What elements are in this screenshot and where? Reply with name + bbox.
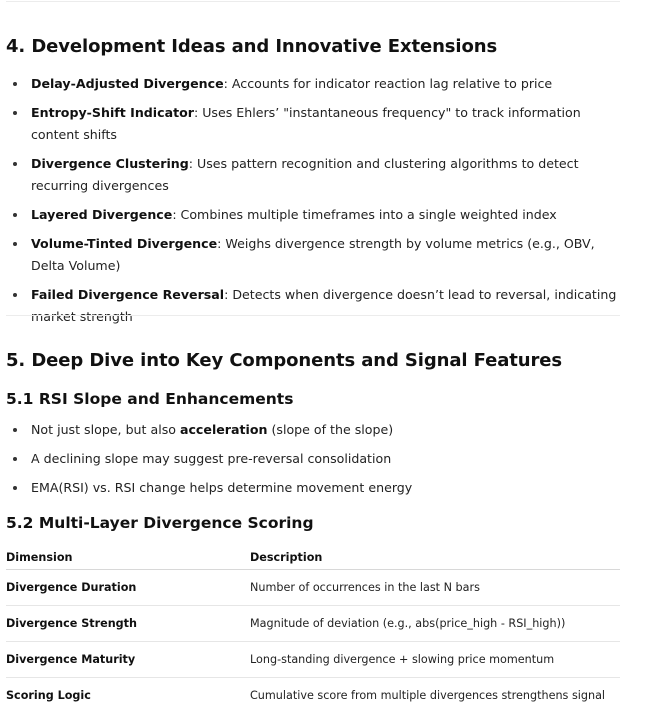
table-header-row — [6, 545, 620, 570]
description-cell: Cumulative score from multiple divergences strengthens signal — [250, 678, 620, 714]
item-text: EMA(RSI) vs. RSI change helps determine movement energy — [31, 480, 413, 495]
list-item — [6, 204, 620, 226]
table-row — [6, 606, 620, 642]
item-desc: : Uses pattern recognition and clustering algorithms to detect recurring divergences — [31, 156, 579, 193]
item-term: Divergence Clustering — [31, 156, 189, 171]
dimension-cell: Divergence Duration — [6, 570, 250, 606]
item-text: (slope of the slope) — [267, 422, 394, 437]
item-term: Layered Divergence — [31, 207, 173, 222]
section-divider — [6, 315, 620, 316]
list-item — [6, 477, 620, 499]
item-text: A declining slope may suggest pre-reversal consolidation — [31, 451, 392, 466]
item-desc: : Weighs divergence strength by volume metrics (e.g., OBV, Delta Volume) — [31, 236, 595, 273]
scoring-table — [6, 545, 620, 713]
item-desc: : Detects when divergence doesn’t lead to reversal, indicating market strength — [31, 287, 617, 324]
section-4-heading: 4. Development Ideas and Innovative Extensions — [6, 36, 498, 57]
subsection-5-1-heading: 5.1 RSI Slope and Enhancements — [6, 390, 294, 408]
item-emphasis: acceleration — [179, 422, 268, 437]
top-divider — [6, 1, 620, 2]
list-item — [6, 448, 620, 470]
section-4-list — [6, 73, 620, 335]
section-5-1-list — [6, 419, 620, 506]
subsection-5-2-heading: 5.2 Multi-Layer Divergence Scoring — [6, 514, 314, 532]
item-term: Failed Divergence Reversal — [31, 287, 225, 302]
description-cell: Magnitude of deviation (e.g., abs(price_high - RSI_high)) — [250, 606, 620, 642]
table-row — [6, 678, 620, 714]
list-item — [6, 102, 620, 146]
list-item — [6, 153, 620, 197]
list-item — [6, 419, 620, 441]
description-cell: Number of occurrences in the last N bars — [250, 570, 620, 606]
list-item — [6, 233, 620, 277]
item-desc: : Uses Ehlers’ "instantaneous frequency" to track information content shifts — [31, 105, 581, 142]
section-5-heading: 5. Deep Dive into Key Components and Signal Features — [6, 350, 562, 371]
item-text: Not just slope, but also — [31, 422, 180, 437]
list-item — [6, 284, 620, 328]
dimension-cell: Scoring Logic — [6, 678, 250, 714]
item-term: Entropy-Shift Indicator — [31, 105, 194, 120]
description-cell: Long-standing divergence + slowing price momentum — [250, 642, 620, 678]
table-row — [6, 570, 620, 606]
item-desc: : Combines multiple timeframes into a single weighted index — [172, 207, 557, 222]
item-term: Delay-Adjusted Divergence — [31, 76, 224, 91]
table-row — [6, 642, 620, 678]
item-desc: : Accounts for indicator reaction lag relative to price — [223, 76, 553, 91]
list-item — [6, 73, 620, 95]
item-term: Volume-Tinted Divergence — [31, 236, 218, 251]
dimension-cell: Divergence Strength — [6, 606, 250, 642]
column-header-description: Description — [250, 545, 620, 570]
dimension-cell: Divergence Maturity — [6, 642, 250, 678]
column-header-dimension: Dimension — [6, 545, 250, 570]
